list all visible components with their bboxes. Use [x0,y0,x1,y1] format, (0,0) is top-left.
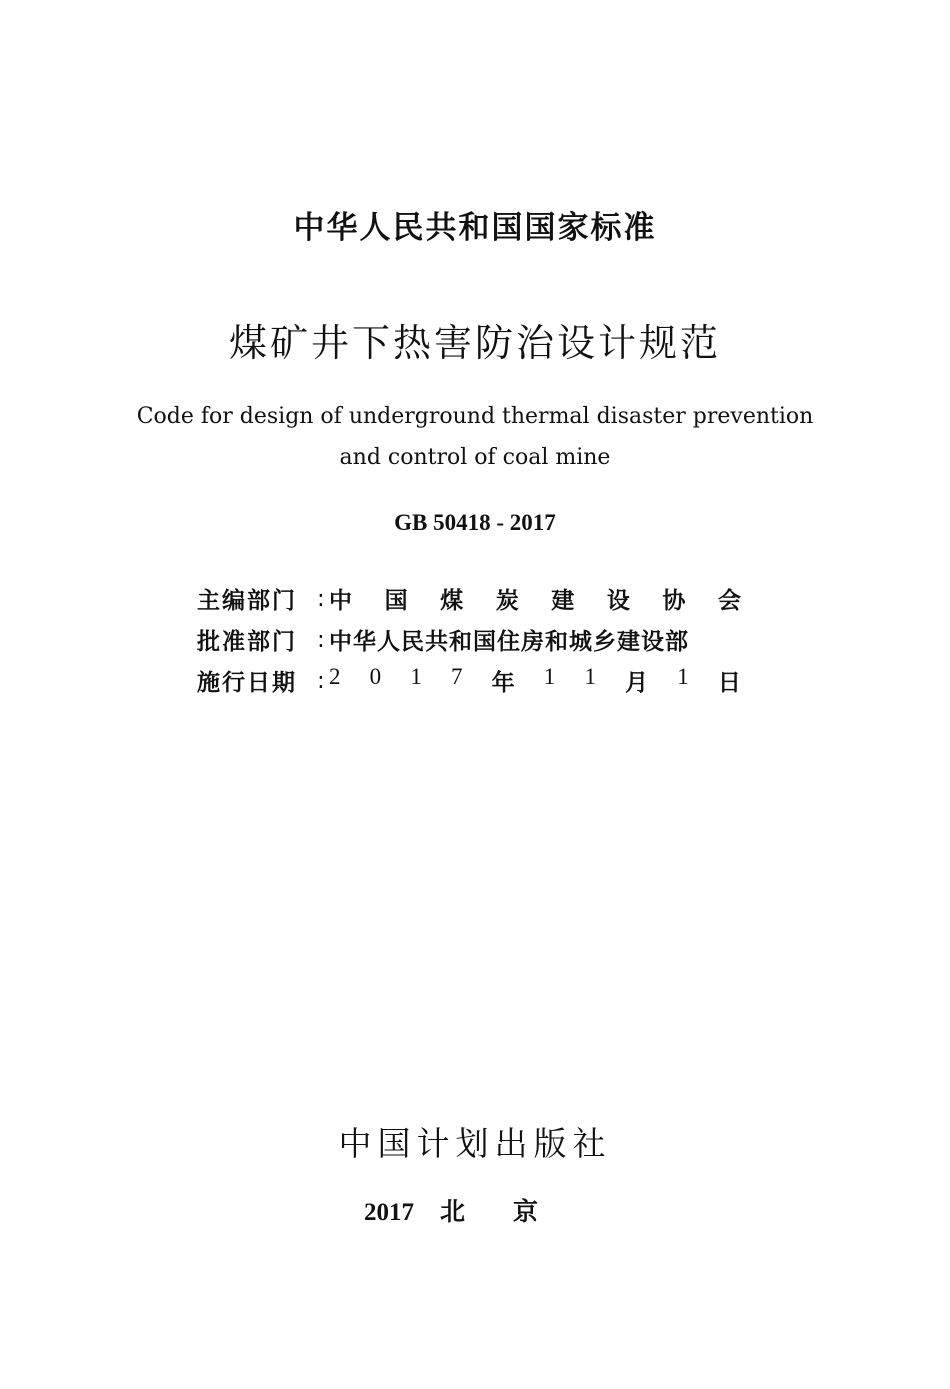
standard-heading: 中华人民共和国国家标准 [293,210,657,246]
editor-value [329,582,742,615]
title-english-line-1: Code for design of underground thermal disaster prevention [136,404,814,429]
editor-value-char: 炭 [495,588,520,614]
effective-date-colon: : [317,667,325,694]
effective-date-value-char: 7 [450,664,464,689]
effective-date-value-char: 2 [329,664,342,689]
effective-date-value-char: 1 [584,664,597,689]
approver-value: 中华人民共和国住房和城乡建设部 [329,629,689,655]
publisher-name: 中国计划出版社 [338,1124,612,1163]
approver-label: 批准部门 [197,629,297,655]
title-english [0,396,950,478]
publication-place [0,1192,950,1228]
publication-city: 北京 [439,1197,586,1226]
effective-date-value-char: 月 [625,670,650,696]
approver-colon: : [317,626,325,653]
editor-colon: : [317,585,325,612]
editor-value-char: 会 [717,588,742,614]
editor-value-char: 建 [551,588,576,614]
metadata-block [197,578,742,701]
effective-date-label: 施行日期 [197,670,297,696]
effective-date-value-char: 日 [717,670,742,696]
effective-date-value-char: 0 [369,664,383,689]
editor-value-char: 设 [606,588,631,614]
effective-date-value-char: 年 [491,670,516,696]
standard-number: GB 50418 - 2017 [394,510,556,535]
meta-row-effective-date [197,660,742,701]
editor-label: 主编部门 [197,588,297,614]
meta-row-editor [197,578,742,619]
effective-date-value-char: 1 [410,664,423,689]
title-english-line-2: and control of coal mine [339,445,611,470]
editor-value-char: 中 [329,588,353,614]
effective-date-value-char: 1 [677,664,690,689]
title-chinese: 煤矿井下热害防治设计规范 [228,321,721,365]
editor-value-char: 煤 [440,588,465,614]
meta-row-approver [197,619,742,660]
effective-date-value [329,664,742,697]
editor-value-char: 国 [384,588,409,614]
effective-date-value-char: 1 [543,664,557,689]
publication-year: 2017 [363,1199,414,1226]
editor-value-char: 协 [662,588,687,614]
